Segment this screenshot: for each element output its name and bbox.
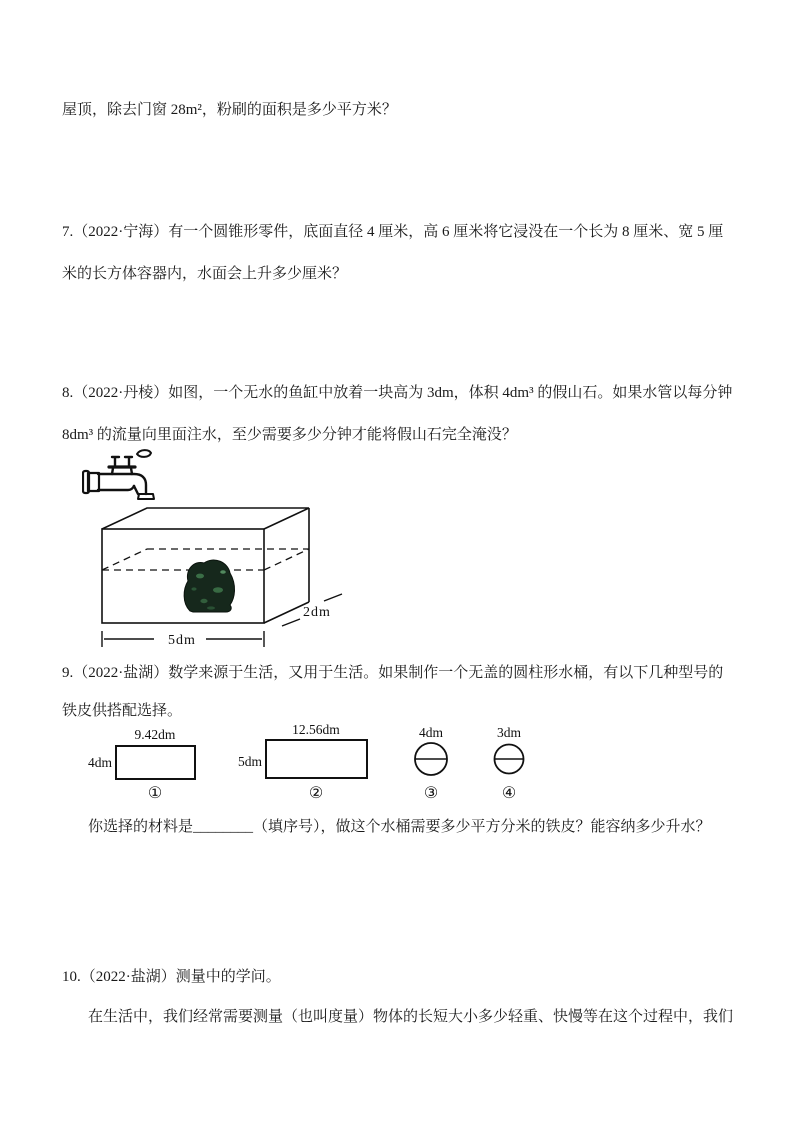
material-2-rectangle bbox=[238, 722, 367, 802]
q9-line2: 铁皮供搭配选择。 bbox=[62, 703, 183, 719]
material-1-rectangle bbox=[88, 727, 195, 802]
q9-materials-figure bbox=[76, 722, 551, 808]
material-4-number: ④ bbox=[501, 785, 517, 802]
material-2-top-label: 12.56dm bbox=[292, 722, 340, 737]
material-2-side-label: 5dm bbox=[237, 754, 262, 769]
width-label: 5dm bbox=[168, 633, 196, 648]
depth-label: 2dm bbox=[303, 605, 331, 620]
intro-line: 屋顶，除去门窗 28m²，粉刷的面积是多少平方米？ bbox=[62, 102, 397, 118]
q9-choose-line: 你选择的材料是________（填序号），做这个水桶需要多少平方分米的铁皮？能容纳多少升水？ bbox=[88, 819, 711, 835]
material-3-circle bbox=[415, 725, 447, 802]
material-1-side-label: 4dm bbox=[87, 755, 112, 770]
q7-line2: 米的长方体容器内，水面会上升多少厘米？ bbox=[62, 266, 348, 282]
q8-line1: 8.（2022·丹棱）如图，一个无水的鱼缸中放着一块高为 3dm，体积 4dm³ 的假山石。如果水管以每分钟 bbox=[62, 385, 733, 401]
q8-fish-tank-figure bbox=[82, 443, 382, 655]
q10-line1: 10.（2022·盐湖）测量中的学问。 bbox=[62, 969, 281, 985]
width-dimension bbox=[102, 631, 264, 648]
faucet-icon bbox=[83, 450, 154, 499]
material-3-top-label: 4dm bbox=[418, 725, 444, 740]
material-1-top-label: 9.42dm bbox=[134, 727, 176, 742]
q10-line2: 在生活中，我们经常需要测量（也叫度量）物体的长短大小多少轻重、快慢等在这个过程中，我们 bbox=[88, 1009, 734, 1025]
material-4-top-label: 3dm bbox=[496, 725, 522, 740]
q8-line2: 8dm³ 的流量向里面注水，至少需要多少分钟才能将假山石完全淹没？ bbox=[62, 427, 517, 443]
material-1-number: ① bbox=[147, 785, 163, 802]
q7-line1: 7.（2022·宁海）有一个圆锥形零件，底面直径 4 厘米，高 6 厘米将它浸没在一个长为 8 厘米、宽 5 厘 bbox=[62, 224, 724, 240]
material-3-number: ③ bbox=[423, 785, 439, 802]
rock bbox=[184, 560, 234, 612]
material-4-circle bbox=[495, 725, 524, 802]
material-2-number: ② bbox=[308, 785, 324, 802]
q9-line1: 9.（2022·盐湖）数学来源于生活，又用于生活。如果制作一个无盖的圆柱形水桶，有以下几种型号的 bbox=[62, 665, 724, 681]
